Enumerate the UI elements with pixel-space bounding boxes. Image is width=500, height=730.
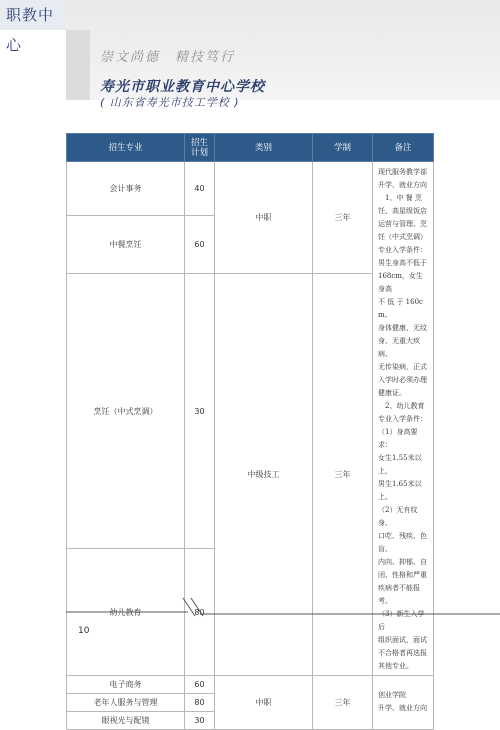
header-plan [185,134,215,162]
header-shadow-strip [66,30,90,100]
header-plan-line1: 招生 [190,137,208,148]
cell-major: 烹饪（中式烹调） [67,274,185,549]
note-line: 饪（中式烹调） [378,233,427,241]
footer-decoration [0,590,500,630]
cell-major: 幼儿教育 [67,549,185,676]
note-line: 专业入学条件： [378,246,427,254]
cell-major: 会计事务 [67,162,185,216]
note-line: 升学、就业方向 [378,181,427,189]
note-line: 168cm，女生身高 [378,272,423,293]
note-line: （1）身高要求： [378,428,418,449]
table-row [67,162,434,216]
note-line: 饪、高星级饭店 [378,207,427,215]
note-line: 组织面试，面试 [378,636,427,644]
header-major: 招生专业 [67,134,185,162]
note-line: 1、中 餐 烹 [378,194,422,202]
note-line: 内向、抑郁、自 [378,558,427,566]
note-line: 不合格者再选报 [378,649,427,657]
cell-plan: 60 [185,676,215,694]
cell-major: 老年人服务与管理 [67,694,185,712]
school-subtitle: ( 山东省寿光市技工学校 ) [100,96,240,109]
page-header [0,0,500,109]
note-line: 男生1.65米以上。 [378,480,422,501]
note-line: 创业学院 [378,690,406,699]
note-line: 口吃、残疾、色盲、 [378,532,427,553]
note-line: 男生身高不低于 [378,259,427,267]
note-line: 升学、就业方向 [378,703,427,712]
cell-plan: 60 [185,216,215,274]
header-notes: 备注 [373,134,434,162]
cell-notes-bottom [373,676,434,730]
cell-duration: 三年 [313,274,373,676]
note-line: 身体健康、无纹 [378,324,427,332]
note-line: 专业入学条件： [378,415,427,423]
header-plan-line2: 计划 [190,147,208,158]
cell-plan: 40 [185,162,215,216]
cell-plan: 80 [185,549,215,676]
note-line: 身、无重大疾病、 [378,337,420,358]
cell-major: 电子商务 [67,676,185,694]
cell-duration: 三年 [313,676,373,730]
note-line: （3）新生入学后 [378,610,425,631]
table-header-row [67,134,434,162]
table-row [67,676,434,694]
school-name: 寿光市职业教育中心学校 [100,79,265,95]
cell-category: 中职 [215,676,313,730]
cell-plan: 80 [185,694,215,712]
note-line: 闭、性格和严重 [378,571,427,579]
header-category: 类别 [215,134,313,162]
note-line: 其他专业。 [378,662,413,670]
note-line: 女生1.55米以上， [378,454,422,475]
cell-plan: 30 [185,274,215,549]
school-slogan: 崇文尚德 精技笃行 [100,50,236,65]
note-line: 现代服务教学部 [378,168,427,176]
note-line: 健康证。 [378,389,406,397]
cell-category: 中职 [215,162,313,274]
note-line: 疾病者不能报考。 [378,584,420,605]
cell-category: 中级技工 [215,274,313,676]
note-line: （2）无有纹身、 [378,506,418,527]
cell-plan: 30 [185,712,215,730]
note-line: 不 低 于 160cm。 [378,298,423,319]
cell-duration: 三年 [313,162,373,274]
note-line: 无传染病，正式 [378,363,427,371]
cell-major: 眼视光与配镜 [67,712,185,730]
section-tab: 职教中心 [0,0,66,30]
page-number: 10 [78,626,90,636]
header-duration: 学制 [313,134,373,162]
note-line: 2、幼儿教育 [378,402,425,410]
note-line: 入学时必须办理 [378,376,427,384]
note-line: 运营与管理、烹 [378,220,427,228]
cell-major: 中餐烹饪 [67,216,185,274]
enrollment-table [66,133,434,730]
